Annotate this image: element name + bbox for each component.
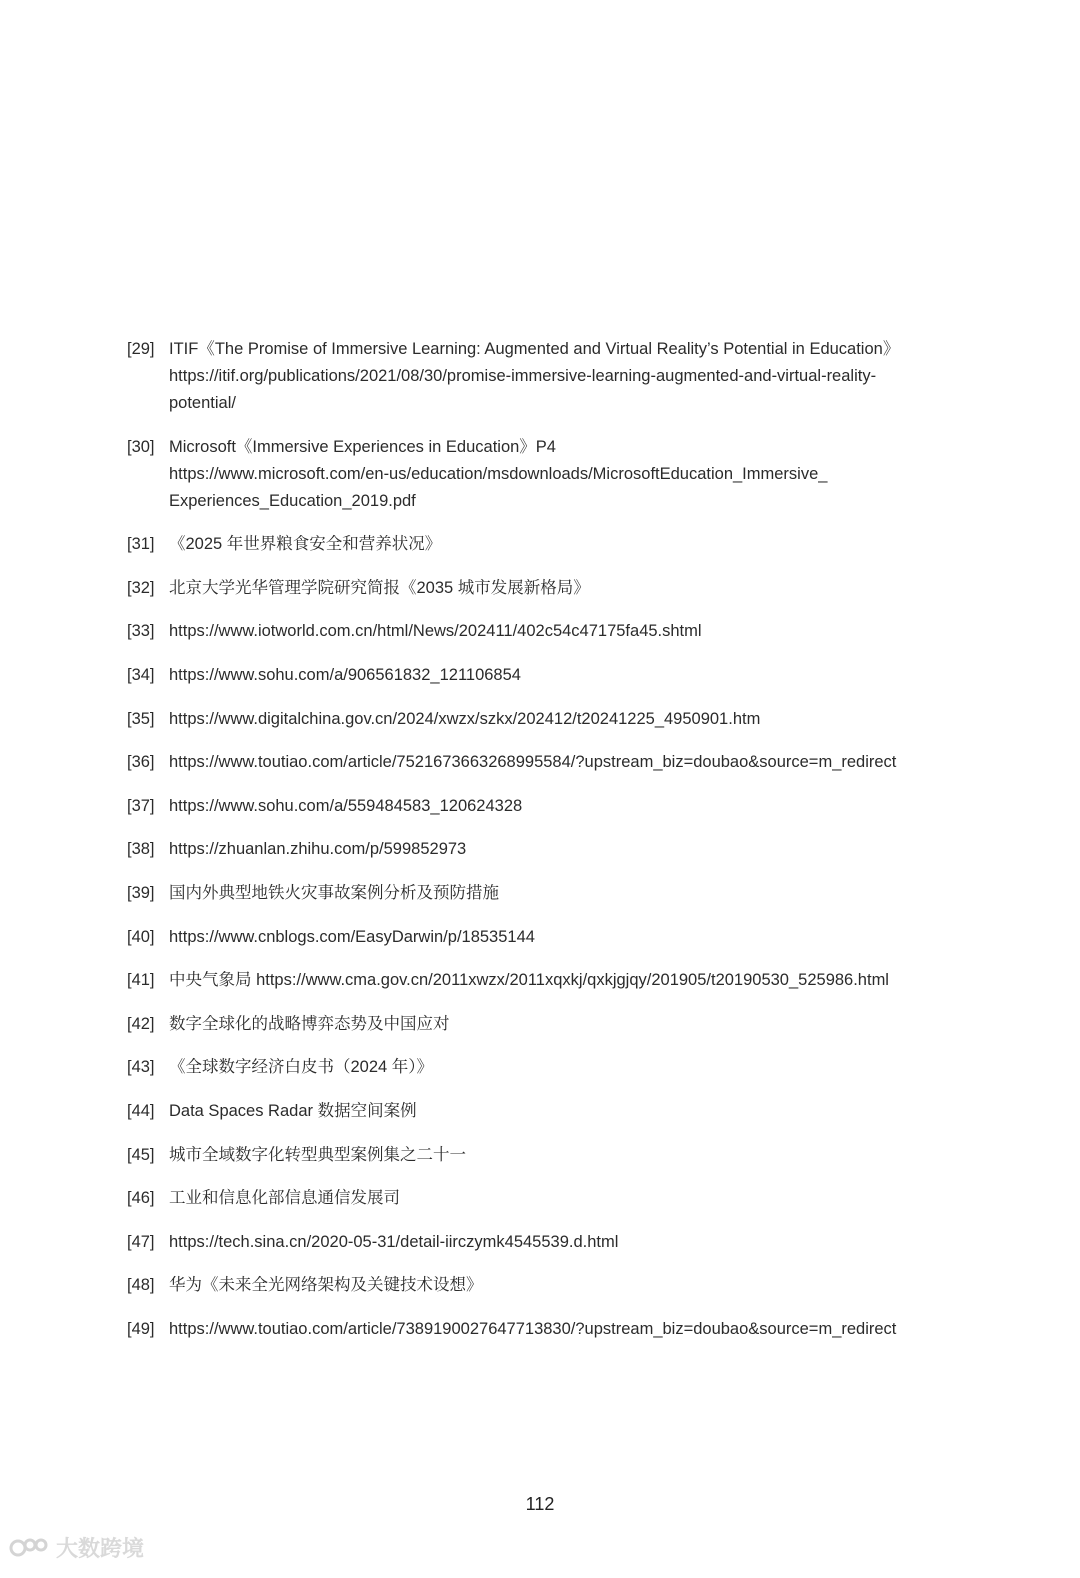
reference-line: 数字全球化的战略博弈态势及中国应对: [169, 1014, 450, 1033]
watermark-text: 大数跨境: [56, 1536, 145, 1561]
reference-number: [49]: [127, 1319, 155, 1338]
page-number: 112: [525, 1494, 555, 1514]
reference-line: 工业和信息化部信息通信发展司: [169, 1189, 400, 1208]
reference-number: [44]: [127, 1101, 155, 1120]
reference-text: [169, 924, 947, 951]
reference-item: [127, 1098, 947, 1125]
reference-item: [127, 1142, 947, 1169]
reference-line: https://www.microsoft.com/en-us/education/msdownloads/MicrosoftEducation_Immersive_: [169, 464, 828, 483]
reference-text: [169, 749, 947, 776]
reference-text: [169, 1272, 947, 1299]
reference-item: [127, 836, 947, 863]
reference-text: [169, 793, 947, 820]
reference-number: [32]: [127, 578, 155, 597]
reference-item: [127, 1011, 947, 1038]
reference-number: [30]: [127, 437, 155, 456]
reference-text: [169, 880, 947, 907]
reference-item: [127, 706, 947, 733]
brand-logo-icon: [8, 1537, 50, 1559]
reference-line: https://zhuanlan.zhihu.com/p/599852973: [169, 840, 467, 859]
reference-text: [169, 1142, 947, 1169]
reference-number: [35]: [127, 709, 155, 728]
reference-text: [169, 1185, 947, 1212]
reference-text: [169, 967, 947, 994]
reference-number: [33]: [127, 622, 155, 641]
reference-text: [169, 434, 947, 515]
reference-item: [127, 749, 947, 776]
reference-line: potential/: [169, 394, 236, 412]
reference-text: [169, 1229, 947, 1256]
reference-item: [127, 531, 947, 558]
reference-item: [127, 793, 947, 820]
reference-line: Microsoft《Immersive Experiences in Education》P4: [169, 437, 556, 456]
reference-number: [40]: [127, 927, 155, 946]
reference-number: [43]: [127, 1058, 155, 1077]
reference-item: [127, 1229, 947, 1256]
reference-text: [169, 1054, 947, 1081]
reference-number: [42]: [127, 1014, 155, 1033]
reference-line: 国内外典型地铁火灾事故案例分析及预防措施: [169, 883, 499, 902]
reference-item: [127, 434, 947, 515]
reference-number: [38]: [127, 840, 155, 859]
reference-item: [127, 880, 947, 907]
reference-text: [169, 336, 947, 417]
reference-text: [169, 618, 947, 645]
reference-number: [39]: [127, 883, 155, 902]
reference-line: 中央气象局 https://www.cma.gov.cn/2011xwzx/2011xqxkj/qxkjgjqy/201905/t20190530_525986.html: [169, 971, 889, 990]
reference-number: [47]: [127, 1232, 155, 1251]
reference-item: [127, 924, 947, 951]
watermark: [8, 1532, 144, 1563]
reference-text: [169, 1098, 947, 1125]
reference-line: https://www.toutiao.com/article/7389190027647713830/?upstream_biz=doubao&source=m_redirect: [169, 1319, 897, 1338]
reference-line: https://www.sohu.com/a/906561832_121106854: [169, 665, 521, 684]
reference-item: [127, 967, 947, 994]
reference-number: [45]: [127, 1145, 155, 1164]
reference-item: [127, 575, 947, 602]
reference-text: [169, 706, 947, 733]
reference-number: [48]: [127, 1276, 155, 1295]
reference-line: 华为《未来全光网络架构及关键技术设想》: [169, 1276, 483, 1295]
reference-item: [127, 1272, 947, 1299]
reference-line: https://www.sohu.com/a/559484583_120624328: [169, 796, 523, 815]
reference-line: https://www.toutiao.com/article/7521673663268995584/?upstream_biz=doubao&source=m_redirect: [169, 753, 897, 772]
reference-number: [36]: [127, 753, 155, 772]
reference-text: [169, 662, 947, 689]
reference-number: [34]: [127, 665, 155, 684]
reference-line: 城市全域数字化转型典型案例集之二十一: [169, 1145, 466, 1164]
reference-line: Data Spaces Radar 数据空间案例: [169, 1101, 417, 1120]
reference-line: 《2025 年世界粮食安全和营养状况》: [169, 535, 442, 554]
reference-item: [127, 1185, 947, 1212]
reference-text: [169, 836, 947, 863]
reference-number: [29]: [127, 340, 155, 358]
reference-text: [169, 1316, 947, 1343]
reference-line: https://www.cnblogs.com/EasyDarwin/p/18535144: [169, 927, 535, 946]
reference-item: [127, 662, 947, 689]
reference-text: [169, 1011, 947, 1038]
reference-number: [41]: [127, 971, 155, 990]
reference-item: [127, 336, 947, 417]
reference-item: [127, 1316, 947, 1343]
reference-line: ITIF《The Promise of Immersive Learning: Augmented and Virtual Reality’s Potential in Education》: [169, 340, 900, 358]
reference-item: [127, 618, 947, 645]
reference-number: [31]: [127, 535, 155, 554]
reference-line: https://www.iotworld.com.cn/html/News/202411/402c54c47175fa45.shtml: [169, 622, 702, 641]
reference-line: https://tech.sina.cn/2020-05-31/detail-iirczymk4545539.d.html: [169, 1232, 619, 1251]
reference-line: https://www.digitalchina.gov.cn/2024/xwzx/szkx/202412/t20241225_4950901.htm: [169, 709, 761, 728]
reference-line: 北京大学光华管理学院研究简报《2035 城市发展新格局》: [169, 578, 590, 597]
reference-list: [127, 336, 947, 1359]
reference-number: [37]: [127, 796, 155, 815]
reference-item: [127, 1054, 947, 1081]
reference-line: https://itif.org/publications/2021/08/30/promise-immersive-learning-augmented-and-virtual-reality-: [169, 367, 877, 385]
reference-text: [169, 531, 947, 558]
reference-line: Experiences_Education_2019.pdf: [169, 491, 416, 510]
reference-line: 《全球数字经济白皮书（2024 年）》: [169, 1058, 434, 1077]
reference-number: [46]: [127, 1189, 155, 1208]
reference-text: [169, 575, 947, 602]
